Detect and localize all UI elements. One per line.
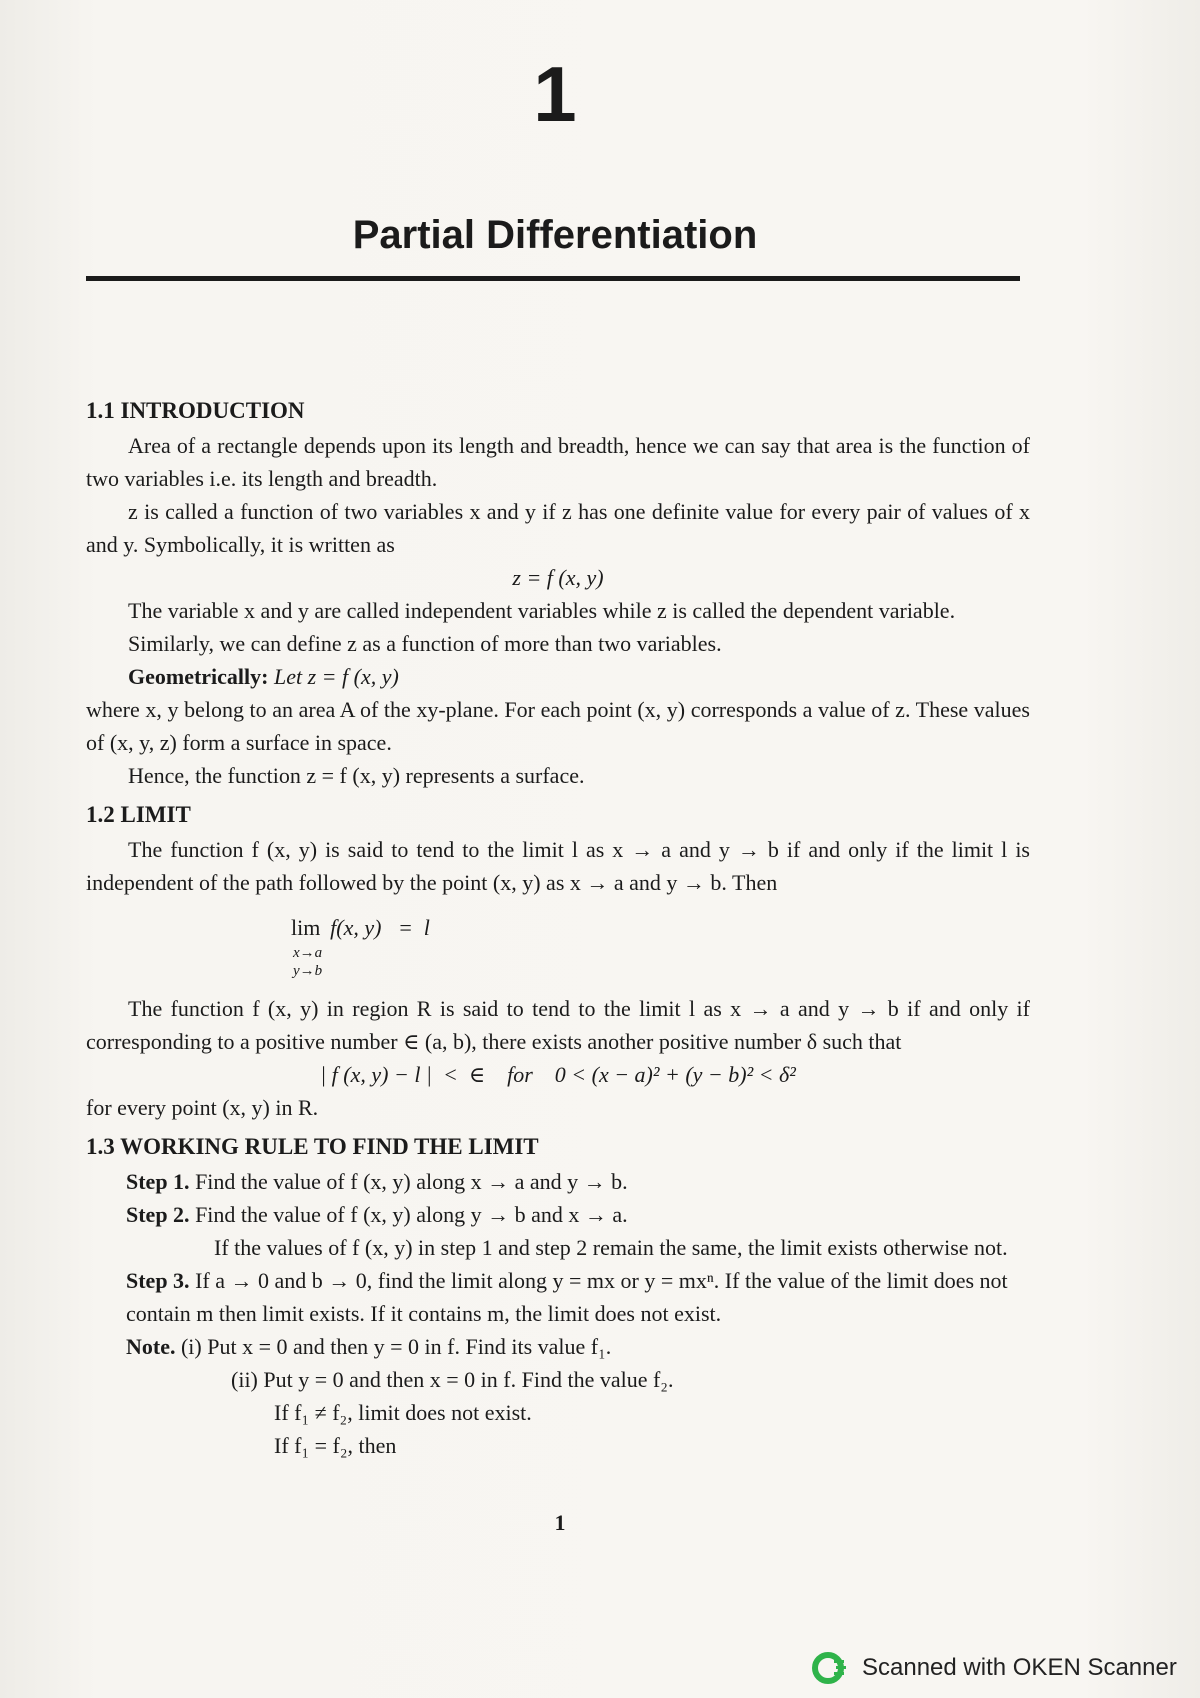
intro-paragraph-7: Hence, the function z = f (x, y) represents a surface. — [128, 763, 585, 788]
intro-paragraph-6: where x, y belong to an area A of the xy-plane. For each point (x, y) corresponds a value of z. These values of (x, y, z) form a surface in space. — [86, 697, 1030, 755]
intro-geometrically — [86, 660, 1030, 693]
step-1-label: Step 1. — [126, 1169, 190, 1194]
note-row-1 — [126, 1330, 1030, 1363]
scanner-watermark — [812, 1650, 1177, 1686]
lim-subscript-x: x→a — [293, 945, 323, 961]
lim-subscript-y: y→b — [293, 963, 323, 979]
chapter-number: 1 — [533, 50, 577, 138]
limit-equation — [291, 911, 1030, 980]
page-number: 1 — [554, 1510, 566, 1535]
chapter-title: Partial Differentiation — [352, 213, 758, 257]
step-3 — [126, 1264, 1030, 1330]
intro-paragraph-3: The variable x and y are called independent variables while z is called the dependent variable. — [128, 598, 956, 623]
title-divider — [86, 276, 1020, 281]
limit-paragraph-2: The function f (x, y) in region R is said to tend to the limit l as x → a and y → b if and only if corresponding to a positive number ∈ (a, b), there exists another positive number δ such that — [86, 996, 1030, 1054]
page-content — [86, 388, 1030, 1462]
geometrically-label: Geometrically: — [128, 664, 269, 689]
intro-paragraph-1: Area of a rectangle depends upon its length and breadth, hence we can say that area is the function of two variables i.e. its length and breadth. — [86, 433, 1030, 491]
note-item-4: If f₁ = f₂, then — [274, 1433, 397, 1458]
section-heading-working-rule: 1.3 WORKING RULE TO FIND THE LIMIT — [86, 1134, 539, 1159]
step-2-text: Find the value of f (x, y) along y → b and x → a. — [195, 1202, 628, 1227]
section-heading-limit: 1.2 LIMIT — [86, 802, 191, 827]
note-item-1: (i) Put x = 0 and then y = 0 in f. Find its value f₁. — [180, 1334, 612, 1359]
scanner-text: Scanned with OKEN Scanner — [862, 1654, 1177, 1681]
lim-rhs: f(x, y) = l — [330, 915, 430, 940]
equation-z-fxy: z = f (x, y) — [512, 565, 604, 590]
limit-paragraph-1: The function f (x, y) is said to tend to the limit l as x → a and y → b if and only if the limit l is independent of the path followed by the point (x, y) as x → a and y → b. Then — [86, 837, 1030, 895]
scanner-logo-icon — [812, 1650, 848, 1686]
step-1 — [126, 1165, 1030, 1198]
step-3-label: Step 3. — [126, 1268, 190, 1293]
step-2-label: Step 2. — [126, 1202, 190, 1227]
limit-paragraph-3: for every point (x, y) in R. — [86, 1095, 319, 1120]
step-2-note: If the values of f (x, y) in step 1 and step 2 remain the same, the limit exists otherwise not. — [214, 1235, 1008, 1260]
intro-paragraph-2: z is called a function of two variables x and y if z has one definite value for every pair of values of x and y. Symbolically, it is written as — [86, 499, 1030, 557]
limit-operator — [291, 911, 322, 980]
note-item-2: (ii) Put y = 0 and then x = 0 in f. Find the value f₂. — [231, 1367, 674, 1392]
lim-word: lim — [291, 915, 321, 940]
section-heading-introduction: 1.1 INTRODUCTION — [86, 398, 305, 423]
step-2 — [126, 1198, 1030, 1231]
note-item-3: If f₁ ≠ f₂, limit does not exist. — [274, 1400, 532, 1425]
step-1-text: Find the value of f (x, y) along x → a and y → b. — [195, 1169, 628, 1194]
epsilon-delta-equation: | f (x, y) − l | < ∈ for 0 < (x − a)² + (y − b)² < δ² — [320, 1062, 796, 1087]
geometrically-text: Let z = f (x, y) — [274, 664, 399, 689]
note-label: Note. — [126, 1334, 176, 1359]
step-3-text: If a → 0 and b → 0, find the limit along y = mx or y = mxⁿ. If the value of the limit does not contain m then limit exists. If it contains m, the limit does not exist. — [126, 1268, 1008, 1326]
intro-paragraph-4: Similarly, we can define z as a function of more than two variables. — [128, 631, 722, 656]
